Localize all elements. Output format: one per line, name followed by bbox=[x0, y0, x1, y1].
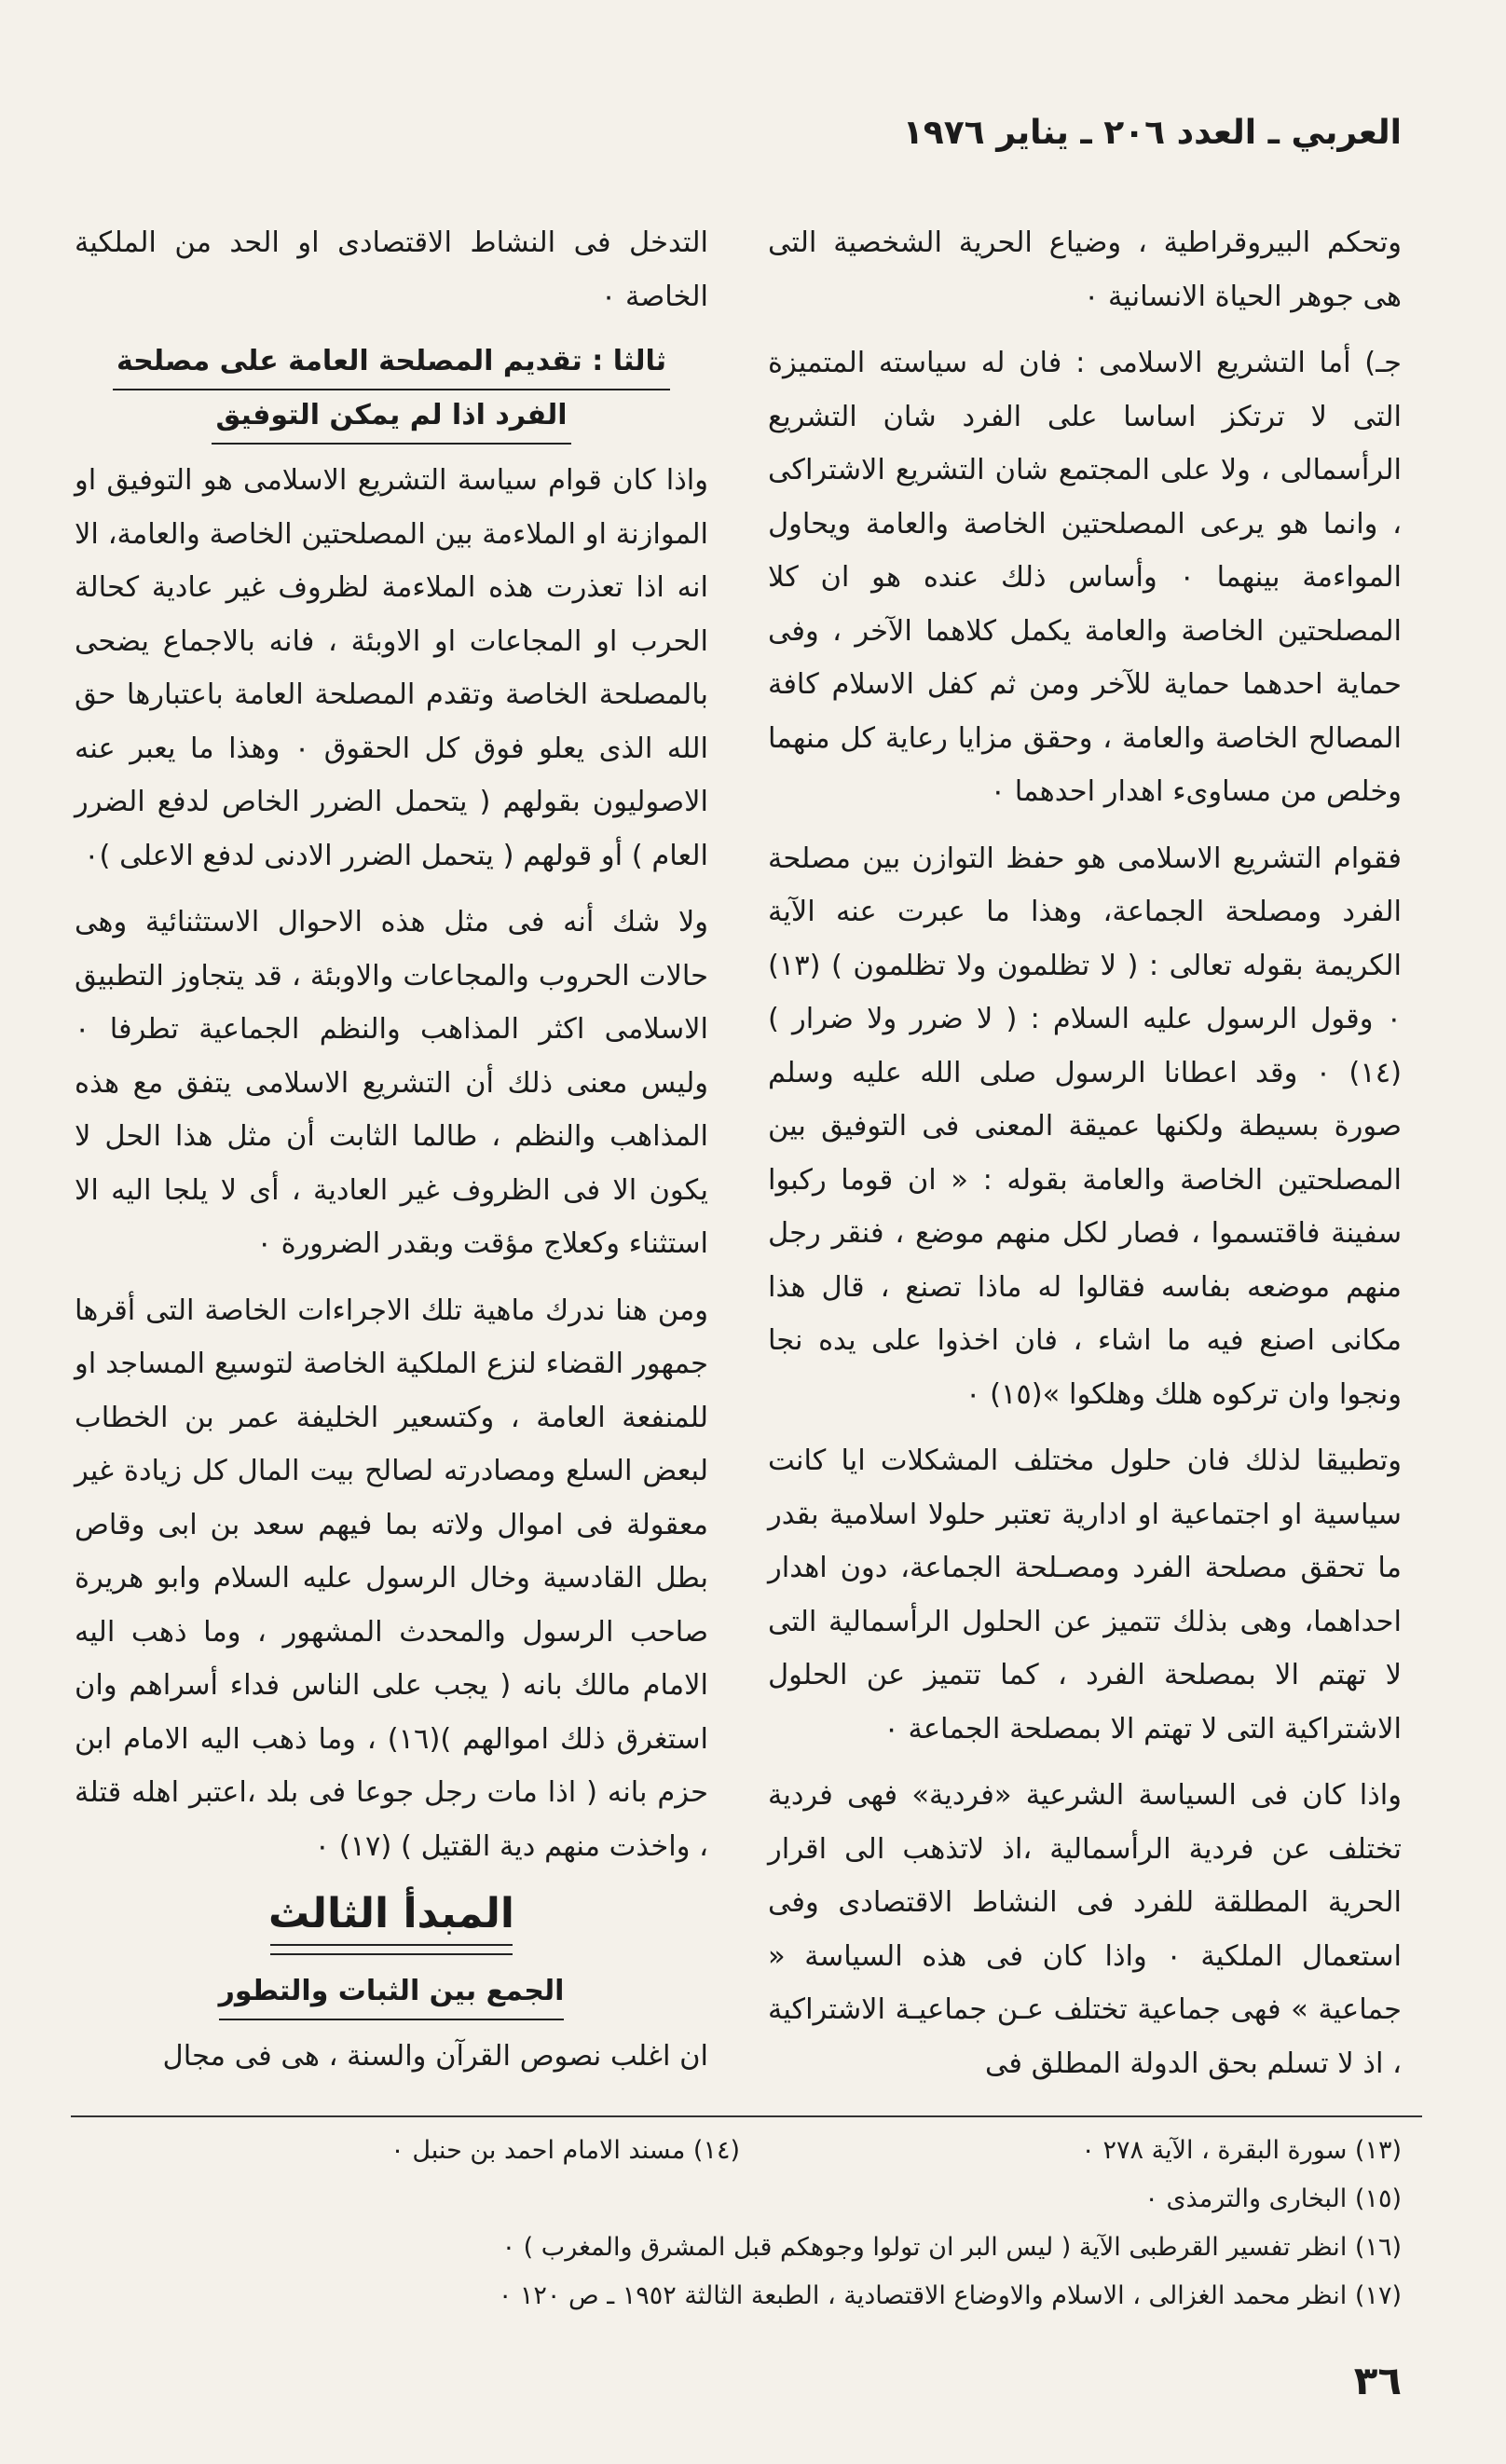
paragraph: جـ) أما التشريع الاسلامى : فان له سياسته المتميزة التى لا ترتكز اساسا على الفرد شان التشريع الرأسمالى ، ولا على المجتمع شان التشريع الاشتراكى ، وانما هو يرعى المصلحتين الخاصة والعامة ويحاول المواءمة بينهما ٠ وأساس ذلك عنده هو ان كلا المصلحتين الخاصة والعامة يكمل كلاهما الآخر ، وفى حماية احدهما حماية للآخر ومن ثم كفل الاسلام كافة المصالح الخاصة والعامة ، وحقق مزايا رعاية كل منهما وخلص من مساوىء اهدار احدهما ٠ bbox=[768, 347, 1402, 808]
page-number: ٣٦ bbox=[1353, 2358, 1402, 2403]
footnote: (١٧) انظر محمد الغزالى ، الاسلام والاوضاع الاقتصادية ، الطبعة الثالثة ١٩٥٢ ـ ص ١٢٠ ٠ bbox=[498, 2281, 1402, 2310]
footnotes bbox=[78, 2127, 1402, 2320]
principle-divider bbox=[270, 1944, 513, 1955]
paragraph: وتطبيقا لذلك فان حلول مختلف المشكلات ايا كانت سياسية او اجتماعية او ادارية تعتبر حلولا اسلامية بقدر ما تحقق مصلحة الفرد ومصـلحة الجماعة، دون اهدار احداهما، وهى بذلك تتميز عن الحلول الرأسمالية التى لا تهتم الا بمصلحة الفرد ، كما تتميز عن الحلول الاشتراكية التى لا تهتم الا بمصلحة الجماعة ٠ bbox=[768, 1444, 1402, 1745]
principle-title: المبدأ الثالث bbox=[267, 1890, 515, 1937]
footnote: (١٥) البخارى والترمذى ٠ bbox=[1144, 2184, 1402, 2213]
paragraph: واذا كان قوام سياسة التشريع الاسلامى هو التوفيق او الموازنة او الملاءمة بين المصلحتين الخاصة والعامة، الا انه اذا تعذرت هذه الملاءمة لظروف غير عادية كحالة الحرب او المجاعات او الاوبئة ، فانه بالاجماع يضحى بالمصلحة الخاصة وتقدم المصلحة العامة باعتبارها حق الله الذى يعلو فوق كل الحقوق ٠ وهذا ما يعبر عنه الاصوليون بقولهم ( يتحمل الضرر الخاص لدفع الضرر العام ) أو قولهم ( يتحمل الضرر الادنى لدفع الاعلى )٠ bbox=[75, 464, 708, 872]
footnote: (١٣) سورة البقرة ، الآية ٢٧٨ ٠ bbox=[1081, 2136, 1402, 2165]
principle-subtitle bbox=[75, 1966, 708, 2020]
footnote-row bbox=[78, 2272, 1402, 2320]
paragraph: واذا كان فى السياسة الشرعية «فردية» فهى فردية تختلف عن فردية الرأسمالية ،اذ لاتذهب الى اقرار الحرية المطلقة للفرد فى النشاط الاقتصادى وفى استعمال الملكية ٠ واذا كان فى هذه السياسة « جماعية » فهى جماعية تختلف عـن جماعيـة الاشتراكية ، اذ لا تسلم بحق الدولة المطلق فى bbox=[768, 1779, 1402, 2080]
paragraph: وتحكم البيروقراطية ، وضياع الحرية الشخصية التى هى جوهر الحياة الانسانية ٠ bbox=[768, 226, 1402, 313]
footnote-row bbox=[78, 2224, 1402, 2272]
paragraph: فقوام التشريع الاسلامى هو حفظ التوازن بين مصلحة الفرد ومصلحة الجماعة، وهذا ما عبرت عنه الآية الكريمة بقوله تعالى : ( لا تظلمون ولا تظلمون ) (١٣) ٠ وقول الرسول عليه السلام : ( لا ضرر ولا ضرار )(١٤) ٠ وقد اعطانا الرسول صلى الله عليه وسلم صورة بسيطة ولكنها عميقة المعنى فى التوفيق بين المصلحتين الخاصة والعامة بقوله : « ان قوما ركبوا سفينة فاقتسموا ، فصار لكل منهم موضع ، فنقر رجل منهم موضعه بفاسه فقالوا له ماذا تصنع ، قال هذا مكانى اصنع فيه ما اشاء ، فان اخذوا على يده نجا ونجوا وان تركوه هلك وهلكوا »(١٥) ٠ bbox=[768, 842, 1402, 1411]
footnote-row bbox=[78, 2175, 1402, 2224]
paragraph: ومن هنا ندرك ماهية تلك الاجراءات الخاصة التى أقرها جمهور القضاء لنزع الملكية الخاصة لتوسيع المساجد او للمنفعة العامة ، وكتسعير الخليفة عمر بن الخطاب لبعض السلع ومصادرته لصالح بيت المال كل زيادة غير معقولة فى اموال ولاته بما فيهم سعد بن ابى وقاص بطل القادسية وخال الرسول عليه السلام وابو هريرة صاحب الرسول والمحدث المشهور ، وما ذهب اليه الامام مالك بانه ( يجب على الناس فداء أسراهم وان استغرق ذلك اموالهم )(١٦) ، وما ذهب اليه الامام ابن حزم بانه ( اذا مات رجل جوعا فى بلد ،اعتبر اهله قتلة ، واخذت منهم دية القتيل ) (١٧) ٠ bbox=[75, 1294, 708, 1863]
footnote: (١٦) انظر تفسير القرطبى الآية ( ليس البر ان تولوا وجوهكم قبل المشرق والمغرب ) ٠ bbox=[501, 2233, 1402, 2262]
footnote-row bbox=[78, 2127, 1402, 2175]
section-heading-line: ثالثا : تقديم المصلحة العامة على مصلحة bbox=[113, 336, 670, 390]
running-header: العربي ـ العدد ٢٠٦ ـ يناير ١٩٧٦ bbox=[902, 114, 1402, 152]
footnote-divider bbox=[71, 2115, 1422, 2117]
principle-subtitle-text: الجمع بين الثبات والتطور bbox=[219, 1966, 565, 2020]
right-column bbox=[768, 216, 1402, 2103]
section-heading bbox=[75, 336, 708, 445]
paragraph: ولا شك أنه فى مثل هذه الاحوال الاستثنائية وهى حالات الحروب والمجاعات والاوبئة ، قد يتجاوز التطبيق الاسلامى اكثر المذاهب والنظم الجماعية تطرفا ٠ وليس معنى ذلك أن التشريع الاسلامى يتفق مع هذه المذاهب والنظم ، طالما الثابت أن مثل هذا الحل لا يكون الا فى الظروف غير العادية ، أى لا يلجا اليه الا استثناء وكعلاج مؤقت وبقدر الضرورة ٠ bbox=[75, 906, 708, 1260]
section-heading-line: الفرد اذا لم يمكن التوفيق bbox=[212, 390, 570, 445]
paragraph: التدخل فى النشاط الاقتصادى او الحد من الملكية الخاصة ٠ bbox=[75, 226, 708, 313]
paragraph: ان اغلب نصوص القرآن والسنة ، هى فى مجال bbox=[162, 2040, 708, 2073]
footnote: (١٤) مسند الامام احمد بن حنبل ٠ bbox=[390, 2136, 740, 2165]
left-column bbox=[75, 216, 708, 2097]
